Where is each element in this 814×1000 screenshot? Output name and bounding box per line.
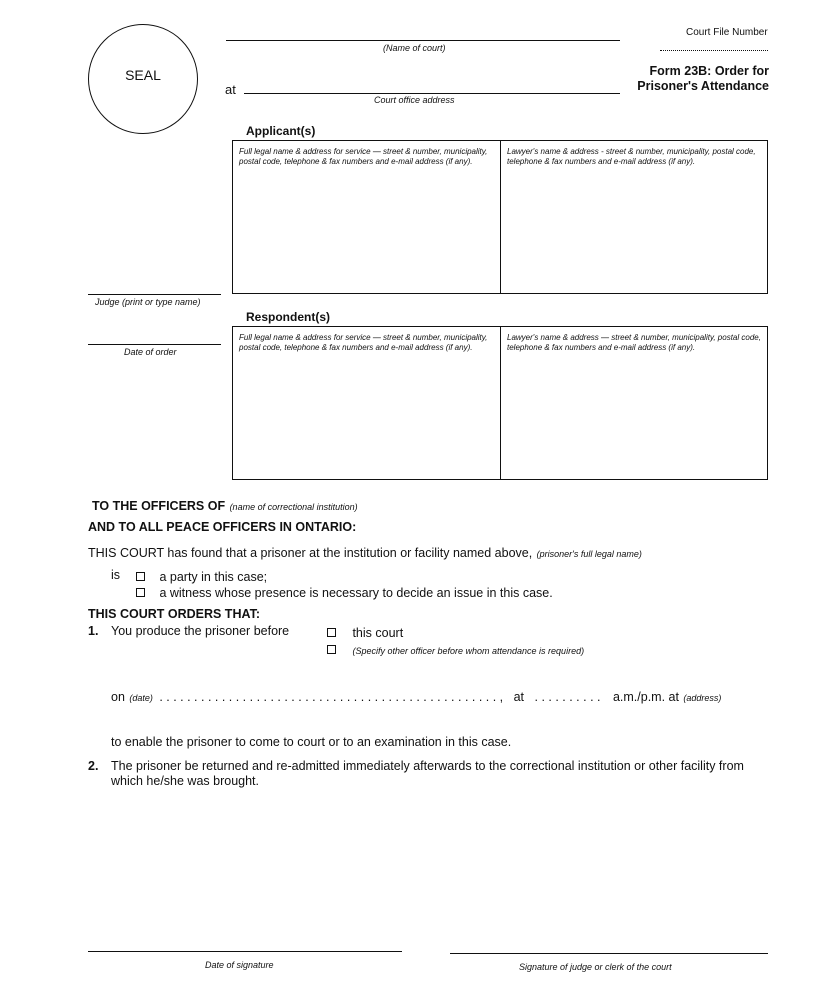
item1-option2-label: (Specify other officer before whom attendance is required) [352,646,585,656]
judge-line[interactable] [88,294,221,295]
court-file-number-label: Court File Number [686,27,768,38]
date-of-order-line[interactable] [88,344,221,345]
option-witness-row [136,584,553,602]
orders-heading: THIS COURT ORDERS THAT: [88,607,260,621]
form-title-line1: Form 23B: Order for [649,64,769,78]
item2-line2: which he/she was brought. [111,774,260,788]
seal-circle [88,24,198,134]
address-note: (address) [683,693,722,703]
item1-number: 1. [88,624,99,638]
applicants-box [232,140,768,294]
time-at-label: at [513,690,525,704]
on-label: on [111,690,125,704]
at-label: at [225,82,236,97]
judge-caption: Judge (print or type name) [95,297,201,307]
this-court-checkbox[interactable] [327,628,336,637]
form-title-line2: Prisoner's Attendance [637,79,769,93]
applicant-lawyer-cell[interactable]: Lawyer's name & address - street & number, municipality, postal code, telephone & fax numbers and e-mail address (if any). [507,147,756,166]
date-of-signature-caption: Date of signature [205,960,274,970]
ampm-label: a.m./p.m. at [612,690,679,704]
date-row [111,688,721,706]
to-officers-label: TO THE OFFICERS OF [92,499,226,513]
item2-line1: The prisoner be returned and re-admitted immediately afterwards to the correctional institution or other facility from [111,759,744,773]
witness-checkbox[interactable] [136,588,145,597]
option-witness-label: a witness whose presence is necessary to decide an issue in this case. [159,586,553,600]
seal-label: SEAL [125,67,161,83]
respondent-party-cell[interactable]: Full legal name & address for service — street & number, municipality, postal code, telephone & fax numbers and e-mail address (if any). [233,327,501,479]
date-note: (date) [129,693,153,703]
date-of-signature-line[interactable] [88,951,402,952]
to-officers-note: (name of correctional institution) [229,502,358,512]
applicant-party-cell[interactable]: Full legal name & address for service — street & number, municipality, postal code, telephone & fax numbers and e-mail address (if any). [233,141,501,293]
signature-caption: Signature of judge or clerk of the court [519,962,672,972]
applicants-heading: Applicant(s) [246,124,316,138]
court-file-number-dots[interactable] [660,50,768,51]
found-row [88,544,642,562]
signature-line[interactable] [450,953,768,954]
respondents-box [232,326,768,480]
item1-text: You produce the prisoner before [111,624,290,638]
court-office-line[interactable] [244,93,620,94]
date-of-order-caption: Date of order [124,347,177,357]
other-officer-checkbox[interactable] [327,645,336,654]
party-checkbox[interactable] [136,572,145,581]
option-party-label: a party in this case; [159,570,268,584]
court-name-caption: (Name of court) [383,43,446,53]
item1-option1-label: this court [352,626,404,640]
respondents-heading: Respondent(s) [246,310,330,324]
item2-number: 2. [88,759,99,773]
peace-officers-label: AND TO ALL PEACE OFFICERS IN ONTARIO: [88,520,357,534]
to-officers-row [92,497,358,515]
time-dots[interactable]: . . . . . . . . . . [534,690,601,704]
is-label: is [111,568,121,582]
found-text: THIS COURT has found that a prisoner at the institution or facility named above, [88,546,533,560]
enable-text: to enable the prisoner to come to court or to an examination in this case. [111,735,512,749]
court-name-line[interactable] [226,40,620,41]
item1-option1-row [327,624,403,642]
item1-option2-row [327,641,584,659]
found-note: (prisoner's full legal name) [536,549,642,559]
court-office-caption: Court office address [374,95,455,105]
date-dots[interactable]: . . . . . . . . . . . . . . . . . . . . . . . . . . . . . . . . . . . . . . . . . . . . . . . . . , [159,690,504,704]
respondent-lawyer-cell[interactable]: Lawyer's name & address — street & number, municipality, postal code, telephone & fax numbers and e-mail address (if any). [507,333,761,352]
